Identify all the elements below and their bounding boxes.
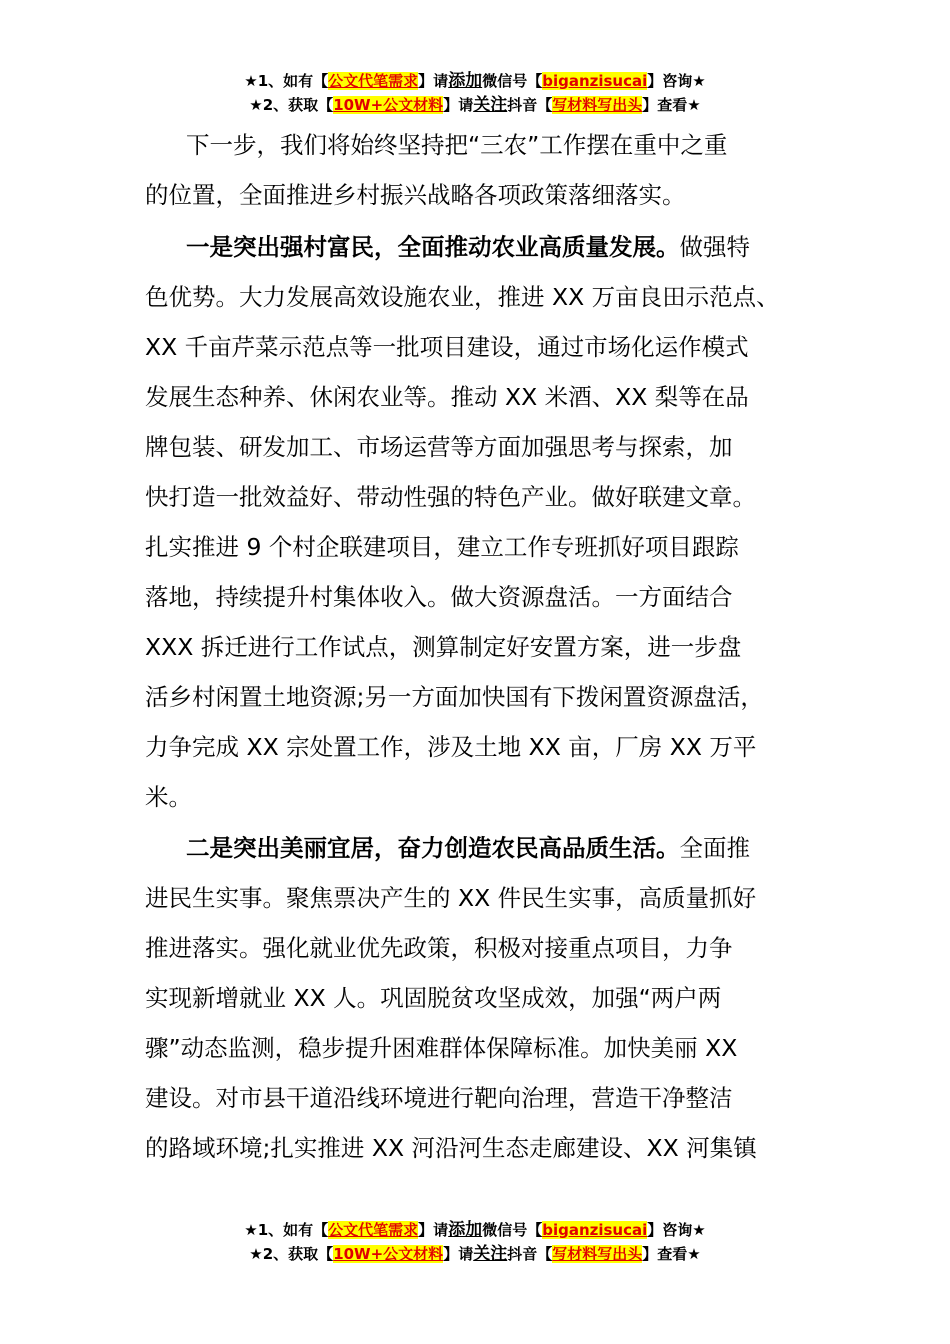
t: 添加 bbox=[448, 71, 483, 91]
highlight: 公文代笔需求 bbox=[328, 1221, 419, 1239]
text-line bbox=[145, 682, 764, 712]
text-line bbox=[145, 883, 756, 913]
text: 建设。对市县干道沿线环境进行靶向治理，营造干净整洁 bbox=[145, 1084, 733, 1112]
paragraph-lead: 二是突出美丽宜居，奋力创造农民高品质生活。 bbox=[186, 834, 680, 862]
t: 关注 bbox=[473, 1244, 508, 1264]
text: 活乡村闲置土地资源;另一方面加快国有下拨闲置资源盘活， bbox=[145, 683, 764, 711]
t: 】请 bbox=[443, 96, 474, 114]
text-line bbox=[145, 1133, 757, 1163]
text: 的路域环境;扎实推进 XX 河沿河生态走廊建设、XX 河集镇 bbox=[145, 1134, 757, 1162]
t: ★2、获取【 bbox=[249, 96, 334, 114]
text: XX 千亩芹菜示范点等一批项目建设，通过市场化运作模式 bbox=[145, 333, 749, 361]
text-line bbox=[145, 180, 686, 210]
text: 做强特 bbox=[679, 233, 750, 261]
text-line bbox=[145, 782, 192, 812]
text-line bbox=[145, 532, 739, 562]
text: 落地，持续提升村集体收入。做大资源盘活。一方面结合 bbox=[145, 583, 733, 611]
text-line bbox=[186, 833, 750, 863]
text: 快打造一批效益好、带动性强的特色产业。做好联建文章。 bbox=[145, 483, 756, 511]
text: 下一步，我们将始终坚持把“三农”工作摆在重中之重 bbox=[186, 131, 728, 159]
text: 实现新增就业 XX 人。巩固脱贫攻坚成效，加强“两户两 bbox=[145, 984, 722, 1012]
t: 抖音【 bbox=[507, 1245, 553, 1263]
text-line bbox=[145, 983, 721, 1013]
t: 】咨询★ bbox=[647, 72, 706, 90]
text: 骤”动态监测，稳步提升困难群体保障标准。加快美丽 XX bbox=[145, 1034, 738, 1062]
t: 微信号【 bbox=[482, 72, 543, 90]
footer-banner bbox=[0, 1218, 950, 1266]
text-line bbox=[186, 130, 727, 160]
text-line bbox=[186, 232, 750, 262]
t: 添加 bbox=[448, 1220, 483, 1240]
banner-line-2 bbox=[0, 1242, 950, 1266]
t: 】查看★ bbox=[642, 1245, 701, 1263]
text: 的位置，全面推进乡村振兴战略各项政策落细落实。 bbox=[145, 181, 686, 209]
t: 】请 bbox=[418, 1221, 449, 1239]
t: 】请 bbox=[443, 1245, 474, 1263]
t: 微信号【 bbox=[482, 1221, 543, 1239]
banner-line-1 bbox=[0, 69, 950, 93]
t: ★1、如有【 bbox=[244, 1221, 329, 1239]
text-line bbox=[145, 382, 749, 412]
banner-line-2 bbox=[0, 93, 950, 117]
text-line bbox=[145, 933, 733, 963]
highlight: 公文代笔需求 bbox=[328, 72, 419, 90]
text: 发展生态种养、休闲农业等。推动 XX 米酒、XX 梨等在品 bbox=[145, 383, 749, 411]
t: 关注 bbox=[473, 95, 508, 115]
paragraph-lead: 一是突出强村富民，全面推动农业高质量发展。 bbox=[186, 233, 680, 261]
text: 扎实推进 9 个村企联建项目，建立工作专班抓好项目跟踪 bbox=[145, 533, 739, 561]
t: 抖音【 bbox=[507, 96, 553, 114]
text: 全面推 bbox=[679, 834, 750, 862]
text: 进民生实事。聚焦票决产生的 XX 件民生实事，高质量抓好 bbox=[145, 884, 757, 912]
wechat-id: biganzisucai bbox=[542, 1221, 648, 1239]
t: 】查看★ bbox=[642, 96, 701, 114]
douyin-id: 写材料写出头 bbox=[552, 1245, 643, 1263]
text-line bbox=[145, 1083, 733, 1113]
text-line bbox=[145, 432, 733, 462]
text-line bbox=[145, 582, 733, 612]
text-line bbox=[145, 282, 780, 312]
text-line bbox=[145, 632, 741, 662]
text: 牌包装、研发加工、市场运营等方面加强思考与探索，加 bbox=[145, 433, 733, 461]
text-line bbox=[145, 332, 749, 362]
highlight: 10W+公文材料 bbox=[333, 96, 444, 114]
text: 力争完成 XX 宗处置工作，涉及土地 XX 亩，厂房 XX 万平 bbox=[145, 733, 757, 761]
text: 色优势。大力发展高效设施农业，推进 XX 万亩良田示范点、 bbox=[145, 283, 780, 311]
text-line bbox=[145, 482, 756, 512]
text-line bbox=[145, 1033, 737, 1063]
wechat-id: biganzisucai bbox=[542, 72, 648, 90]
banner-line-1 bbox=[0, 1218, 950, 1242]
t: ★2、获取【 bbox=[249, 1245, 334, 1263]
text: 米。 bbox=[145, 783, 192, 811]
highlight: 10W+公文材料 bbox=[333, 1245, 444, 1263]
text: 推进落实。强化就业优先政策，积极对接重点项目，力争 bbox=[145, 934, 733, 962]
t: ★1、如有【 bbox=[244, 72, 329, 90]
t: 】请 bbox=[418, 72, 449, 90]
text: XXX 拆迁进行工作试点，测算制定好安置方案，进一步盘 bbox=[145, 633, 742, 661]
douyin-id: 写材料写出头 bbox=[552, 96, 643, 114]
text-line bbox=[145, 732, 756, 762]
t: 】咨询★ bbox=[647, 1221, 706, 1239]
header-banner bbox=[0, 69, 950, 117]
